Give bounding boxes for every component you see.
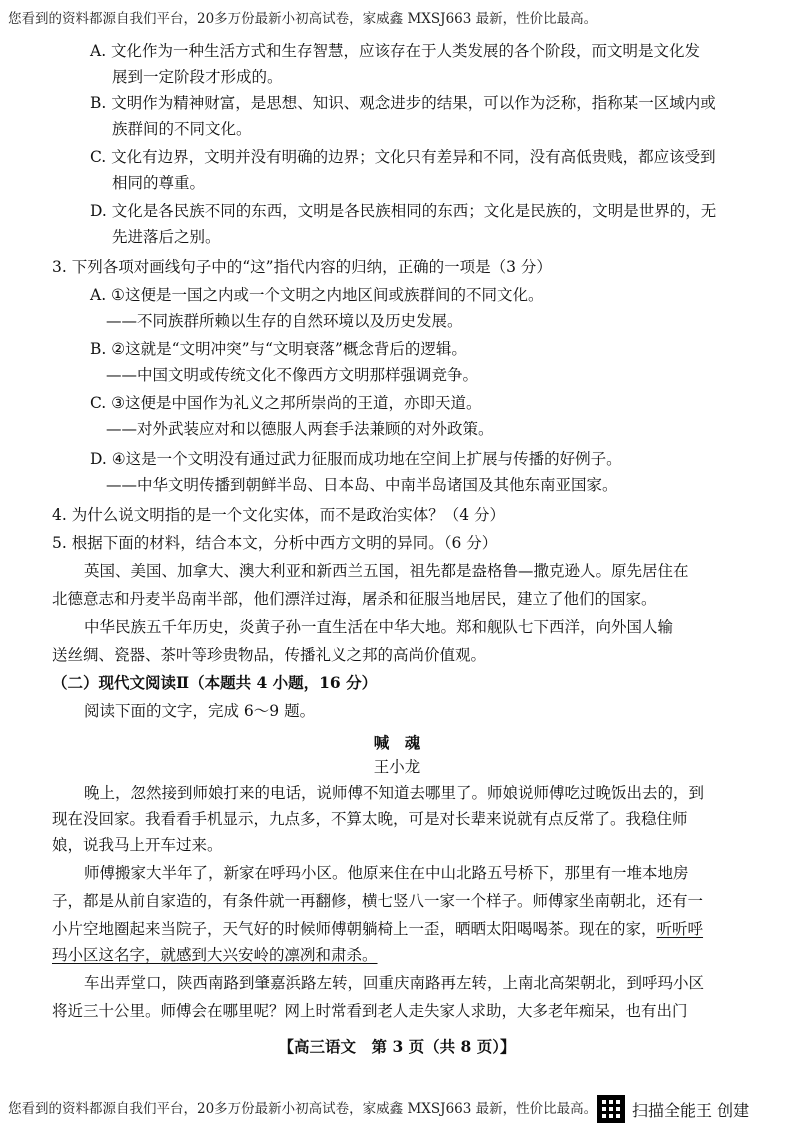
scanner-credit: 扫描全能王 创建: [632, 1101, 750, 1120]
story-p1-line3: 娘，说我马上开车过来。: [52, 836, 223, 854]
material-line2: 北德意志和丹麦半岛南半部，他们漂洋过海，屠杀和征服当地居民，建立了他们的国家。: [52, 590, 657, 608]
option-c-line1: C. 文化有边界，文明并没有明确的边界；文化只有差异和不同，没有高低贵贱，都应该受到: [90, 148, 716, 166]
option-d-line2: 先进落后之别。: [112, 228, 221, 246]
option-c-line2: 相同的尊重。: [112, 174, 206, 192]
page-footer: 【高三语文 第 3 页（共 8 页）】: [278, 1037, 516, 1056]
option-b-line2: 族群间的不同文化。: [112, 120, 252, 138]
story-p3-line2: 将近三十公里。师傅会在哪里呢？网上时常看到老人走失家人求助，大多老年痴呆，也有出门: [52, 1002, 688, 1020]
question-4: 4. 为什么说文明指的是一个文化实体，而不是政治实体？（4 分）: [52, 506, 506, 524]
story-p2-line3: [52, 918, 703, 940]
q3-option-c-summary: ——对外武装应对和以德服人两套手法兼顾的对外政策。: [106, 420, 494, 438]
material-line1: 英国、美国、加拿大、澳大利亚和新西兰五国，祖先都是盎格鲁—撒克逊人。原先居住在: [84, 562, 689, 580]
material-line3: 中华民族五千年历史，炎黄子孙一直生活在中华大地。郑和舰队七下西洋，向外国人输: [84, 618, 674, 636]
story-p1-line2: 现在没回家。我看看手机显示，九点多，不算太晚，可是对长辈来说就有点反常了。我稳住师: [52, 810, 688, 828]
story-title: 喊 魂: [373, 733, 421, 752]
story-p1-line1: 晚上，忽然接到师娘打来的电话，说师傅不知道去哪里了。师娘说师傅吃过晚饭出去的，到: [84, 784, 705, 802]
q3-option-a: A. ①这便是一国之内或一个文明之内地区间或族群间的不同文化。: [90, 286, 544, 304]
option-a-line1: A. 文化作为一种生活方式和生存智慧，应该存在于人类发展的各个阶段，而文明是文化发: [90, 42, 701, 60]
story-underlined-phrase-end: 玛小区这名字，就感到大兴安岭的凛冽和肃杀。: [52, 946, 378, 964]
option-b-line1: B. 文明作为精神财富，是思想、知识、观念进步的结果，可以作为泛称，指称某一区域内或: [90, 94, 716, 112]
story-p2-line2: 子，都是从前自家造的，有条件就一再翻修，横七竖八一家一个样子。师傅家坐南朝北，还有一: [52, 892, 704, 910]
story-p3-line1: 车出弄堂口，陕西南路到肇嘉浜路左转，回重庆南路再左转，上南北高架朝北，到呼玛小区: [84, 974, 705, 992]
top-watermark-banner: 您看到的资料都源自我们平台，20多万份最新小初高试卷，家威鑫 MXSJ663 最新，性价比最高。: [8, 11, 598, 27]
q3-option-a-summary: ——不同族群所赖以生存的自然环境以及历史发展。: [106, 312, 463, 330]
bottom-watermark-banner: 您看到的资料都源自我们平台，20多万份最新小初高试卷，家威鑫 MXSJ663 最新，性价比最高。: [8, 1101, 598, 1117]
section-2-heading: （二）现代文阅读Ⅱ（本题共 4 小题，16 分）: [52, 673, 378, 692]
q3-option-d: D. ④这是一个文明没有通过武力征服而成功地在空间上扩展与传播的好例子。: [90, 450, 622, 468]
question-3-stem: 3. 下列各项对画线句子中的“这”指代内容的归纳，正确的一项是（3 分）: [52, 258, 552, 276]
qr-code-icon: [597, 1095, 625, 1123]
q3-option-c: C. ③这便是中国作为礼义之邦所崇尚的王道，亦即天道。: [90, 394, 482, 412]
section-2-instruction: 阅读下面的文字，完成 6～9 题。: [84, 702, 316, 720]
story-p2-line3-text: 小片空地圈起来当院子，天气好的时候师傅朝躺椅上一歪，晒晒太阳喝喝茶。现在的家，: [52, 920, 657, 938]
option-a-line2: 展到一定阶段才形成的。: [112, 68, 283, 86]
story-underlined-phrase-start: 听听呼: [656, 920, 704, 938]
q3-option-d-summary: ——中华文明传播到朝鲜半岛、日本岛、中南半岛诸国及其他东南亚国家。: [106, 476, 618, 494]
story-author: 王小龙: [373, 758, 421, 776]
question-5: 5. 根据下面的材料，结合本文，分析中西方文明的异同。（6 分）: [52, 534, 498, 552]
q3-option-b-summary: ——中国文明或传统文化不像西方文明那样强调竞争。: [106, 366, 479, 384]
option-d-line1: D. 文化是各民族不同的东西，文明是各民族相同的东西；文化是民族的，文明是世界的，无: [90, 202, 717, 220]
material-line4: 送丝绸、瓷器、茶叶等珍贵物品，传播礼义之邦的高尚价值观。: [52, 646, 487, 664]
story-p2-line1: 师傅搬家大半年了，新家在呼玛小区。他原来住在中山北路五号桥下，那里有一堆本地房: [84, 864, 689, 882]
q3-option-b: B. ②这就是“文明冲突”与“文明衰落”概念背后的逻辑。: [90, 340, 467, 358]
